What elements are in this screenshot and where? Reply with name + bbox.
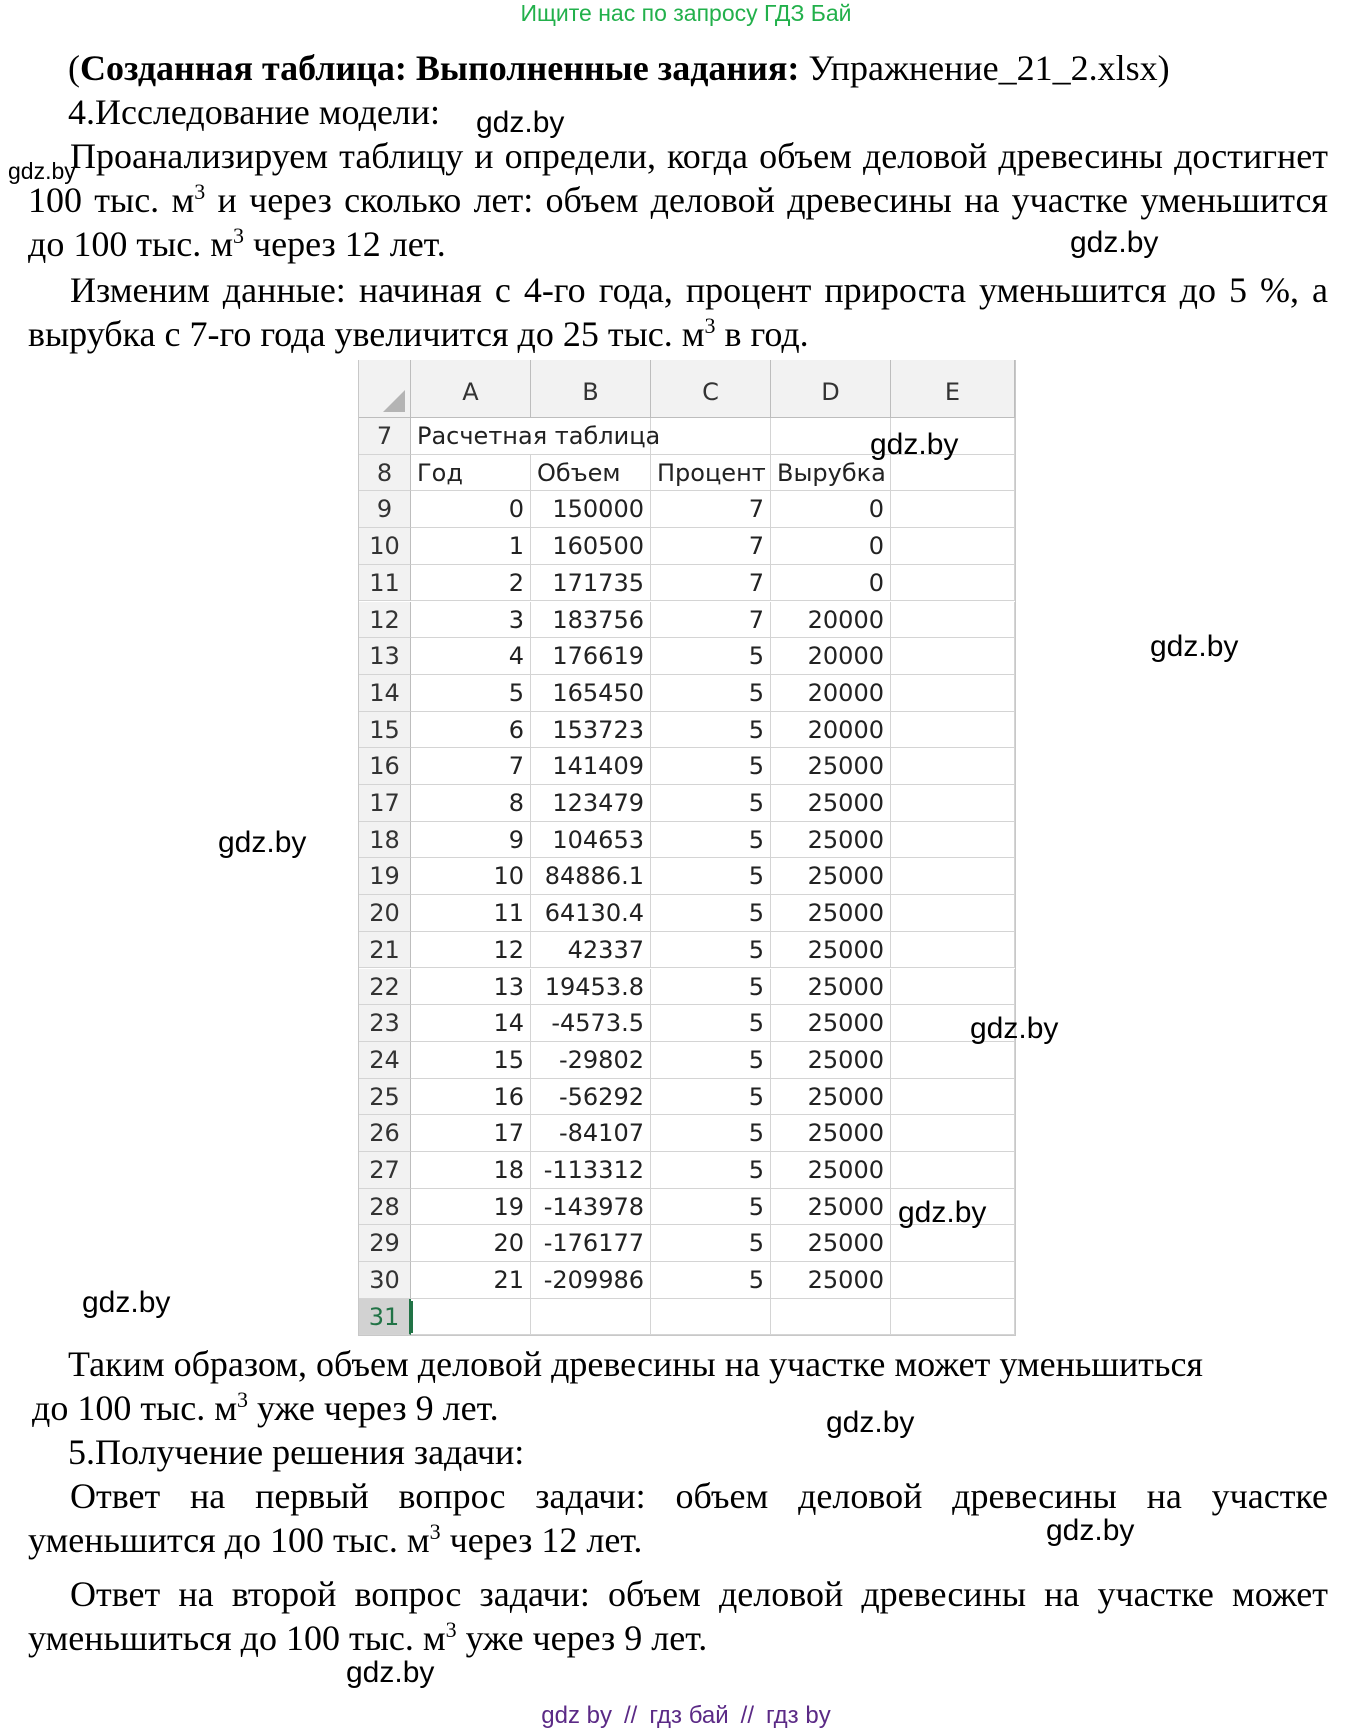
cell-volume[interactable]: 165450 xyxy=(531,675,651,712)
cell-volume[interactable]: 19453.8 xyxy=(531,969,651,1006)
cell-empty[interactable] xyxy=(531,1299,651,1336)
row-header-20[interactable]: 20 xyxy=(359,895,411,932)
cell-empty[interactable] xyxy=(891,858,1015,895)
para1-part2: и через сколько лет: объем деловой древесины на участке уменьшится до 100 тыс. м xyxy=(28,180,1328,264)
cell-percent[interactable]: 5 xyxy=(651,822,771,859)
watermark: gdz.by xyxy=(898,1196,987,1229)
cell-cut[interactable]: 20000 xyxy=(771,638,891,675)
column-header-c[interactable]: C xyxy=(651,360,771,417)
cell-year[interactable]: 1 xyxy=(411,528,531,565)
corner-triangle-icon xyxy=(383,390,405,412)
cell-header-year[interactable]: Год xyxy=(411,455,531,492)
row-header-14[interactable]: 14 xyxy=(359,675,411,712)
cell-empty[interactable] xyxy=(891,1299,1015,1336)
cell-empty[interactable] xyxy=(891,932,1015,969)
header-line xyxy=(68,46,1170,90)
watermark: gdz.by xyxy=(346,1656,435,1689)
cell-cut[interactable]: 25000 xyxy=(771,969,891,1006)
para2-part1: Изменим данные: начиная с 4-го года, процент прироста уменьшится до 5 %, а вырубка с 7-го года увеличится до 25 тыс. м xyxy=(28,270,1328,354)
row-header-8[interactable]: 8 xyxy=(359,455,411,492)
cell-cut[interactable]: 25000 xyxy=(771,748,891,785)
cell-year[interactable]: 9 xyxy=(411,822,531,859)
watermark: gdz.by xyxy=(1070,226,1159,259)
cell-volume[interactable]: 183756 xyxy=(531,602,651,639)
cell-cut[interactable]: 25000 xyxy=(771,932,891,969)
cell-year[interactable]: 3 xyxy=(411,602,531,639)
cell-percent[interactable]: 7 xyxy=(651,528,771,565)
watermark: gdz.by xyxy=(826,1406,915,1439)
column-header-a[interactable]: A xyxy=(411,360,531,417)
cell-empty[interactable] xyxy=(891,528,1015,565)
para1-part1: Проанализируем таблицу и определи, когда объем деловой древесины достигнет 100 тыс. м xyxy=(28,136,1328,220)
cell-empty[interactable] xyxy=(651,418,771,455)
cell-empty[interactable] xyxy=(771,1299,891,1336)
cell-cut[interactable]: 25000 xyxy=(771,1005,891,1042)
cell-volume[interactable]: -209986 xyxy=(531,1262,651,1299)
cell-cut[interactable]: 20000 xyxy=(771,602,891,639)
cell-volume[interactable]: 123479 xyxy=(531,785,651,822)
footer-link-gdz-by[interactable]: gdz by xyxy=(541,1702,612,1729)
cell-volume[interactable]: 153723 xyxy=(531,712,651,749)
cell-year[interactable]: 4 xyxy=(411,638,531,675)
row-header-9[interactable]: 9 xyxy=(359,491,411,528)
watermark: gdz.by xyxy=(970,1012,1059,1045)
footer-separator: // xyxy=(740,1702,754,1729)
cell-year[interactable]: 21 xyxy=(411,1262,531,1299)
spreadsheet xyxy=(358,360,1016,1336)
cell-cut[interactable]: 25000 xyxy=(771,1042,891,1079)
cell-cut[interactable]: 25000 xyxy=(771,1225,891,1262)
cell-cut[interactable]: 25000 xyxy=(771,822,891,859)
cell-cut[interactable]: 25000 xyxy=(771,785,891,822)
para2-part2: в год. xyxy=(715,314,809,354)
row-header-22[interactable]: 22 xyxy=(359,969,411,1006)
cell-empty[interactable] xyxy=(891,748,1015,785)
cell-volume[interactable]: 160500 xyxy=(531,528,651,565)
cell-percent[interactable]: 5 xyxy=(651,969,771,1006)
row-header-23[interactable]: 23 xyxy=(359,1005,411,1042)
para3-sup: 3 xyxy=(237,1387,248,1412)
cell-volume[interactable]: 42337 xyxy=(531,932,651,969)
cell-year[interactable]: 17 xyxy=(411,1115,531,1152)
answer1-sup: 3 xyxy=(429,1519,441,1544)
cell-header-cut[interactable]: Вырубка xyxy=(771,455,891,492)
cell-percent[interactable]: 5 xyxy=(651,1189,771,1226)
cell-year[interactable]: 13 xyxy=(411,969,531,1006)
cell-header-percent[interactable]: Процент xyxy=(651,455,771,492)
row-header-15[interactable]: 15 xyxy=(359,712,411,749)
watermark: gdz.by xyxy=(82,1286,171,1319)
cell-cut[interactable]: 25000 xyxy=(771,858,891,895)
cell-percent[interactable]: 5 xyxy=(651,858,771,895)
cell-table-title[interactable]: Расчетная таблица xyxy=(411,418,651,455)
cell-volume[interactable]: 64130.4 xyxy=(531,895,651,932)
para1-part3: через 12 лет. xyxy=(244,224,446,264)
cell-cut[interactable]: 20000 xyxy=(771,712,891,749)
column-header-e[interactable]: E xyxy=(891,360,1015,417)
top-banner[interactable]: Ищите нас по запросу ГДЗ Бай xyxy=(520,0,852,26)
cell-empty[interactable] xyxy=(891,1079,1015,1116)
watermark: gdz.by xyxy=(8,158,76,184)
cell-year[interactable]: 11 xyxy=(411,895,531,932)
cell-volume[interactable]: -113312 xyxy=(531,1152,651,1189)
cell-cut[interactable]: 25000 xyxy=(771,1189,891,1226)
cell-year[interactable]: 8 xyxy=(411,785,531,822)
cell-percent[interactable]: 7 xyxy=(651,602,771,639)
cell-year[interactable]: 6 xyxy=(411,712,531,749)
cell-empty[interactable] xyxy=(891,565,1015,602)
cell-cut[interactable]: 25000 xyxy=(771,1262,891,1299)
cell-percent[interactable]: 5 xyxy=(651,1079,771,1116)
cell-volume[interactable]: 104653 xyxy=(531,822,651,859)
cell-empty[interactable] xyxy=(891,969,1015,1006)
cell-percent[interactable]: 5 xyxy=(651,1152,771,1189)
footer-link-gdz-bai[interactable]: гдз бай xyxy=(649,1702,729,1729)
cell-percent[interactable]: 5 xyxy=(651,785,771,822)
cell-volume[interactable]: -4573.5 xyxy=(531,1005,651,1042)
cell-percent[interactable]: 5 xyxy=(651,712,771,749)
watermark: gdz.by xyxy=(1150,630,1239,663)
cell-cut[interactable]: 0 xyxy=(771,565,891,602)
cell-percent[interactable]: 5 xyxy=(651,1042,771,1079)
cell-empty[interactable] xyxy=(891,638,1015,675)
header-filename: Упражнение_21_2.xlsx) xyxy=(799,48,1170,88)
answer1-part1: Ответ на первый вопрос задачи: объем деловой древесины на участке уменьшится до 100 тыс. м xyxy=(28,1476,1328,1560)
column-header-b[interactable]: B xyxy=(531,360,651,417)
active-cell[interactable] xyxy=(411,1299,531,1336)
row-header-24[interactable]: 24 xyxy=(359,1042,411,1079)
cell-empty[interactable] xyxy=(891,1262,1015,1299)
answer1-part2: через 12 лет. xyxy=(440,1520,643,1560)
cell-volume[interactable]: -29802 xyxy=(531,1042,651,1079)
row-header-16[interactable]: 16 xyxy=(359,748,411,785)
cell-volume[interactable]: 150000 xyxy=(531,491,651,528)
cell-volume[interactable]: 171735 xyxy=(531,565,651,602)
para2-sup: 3 xyxy=(704,313,716,338)
row-header-19[interactable]: 19 xyxy=(359,858,411,895)
cell-empty[interactable] xyxy=(891,602,1015,639)
para3-part3: уже через 9 лет. xyxy=(248,1388,499,1428)
watermark: gdz.by xyxy=(476,106,565,139)
row-header-26[interactable]: 26 xyxy=(359,1115,411,1152)
cell-cut[interactable]: 0 xyxy=(771,491,891,528)
para3-part2: до 100 тыс. м xyxy=(32,1388,237,1428)
cell-empty[interactable] xyxy=(891,785,1015,822)
cell-empty[interactable] xyxy=(891,1225,1015,1262)
row-header-31[interactable]: 31 xyxy=(359,1299,411,1336)
cell-cut[interactable]: 25000 xyxy=(771,1079,891,1116)
column-header-d[interactable]: D xyxy=(771,360,891,417)
cell-year[interactable]: 18 xyxy=(411,1152,531,1189)
active-cell-indicator xyxy=(411,1301,413,1334)
row-header-17[interactable]: 17 xyxy=(359,785,411,822)
cell-percent[interactable]: 5 xyxy=(651,1005,771,1042)
row-header-11[interactable]: 11 xyxy=(359,565,411,602)
section5-title: 5.Получение решения задачи: xyxy=(68,1432,525,1472)
cell-year[interactable]: 10 xyxy=(411,858,531,895)
row-header-30[interactable]: 30 xyxy=(359,1262,411,1299)
watermark: gdz.by xyxy=(218,826,307,859)
cell-empty[interactable] xyxy=(891,1152,1015,1189)
cell-empty[interactable] xyxy=(891,1115,1015,1152)
cell-cut[interactable]: 25000 xyxy=(771,1152,891,1189)
select-all-corner[interactable] xyxy=(359,360,411,417)
cell-percent[interactable]: 5 xyxy=(651,748,771,785)
cell-percent[interactable]: 5 xyxy=(651,638,771,675)
header-open-paren: ( xyxy=(68,48,80,88)
row-header-29[interactable]: 29 xyxy=(359,1225,411,1262)
footer-link-gdz-by-alt[interactable]: гдз by xyxy=(766,1702,831,1729)
row-header-28[interactable]: 28 xyxy=(359,1189,411,1226)
section4-title: 4.Исследование модели: xyxy=(68,92,441,132)
row-header-25[interactable]: 25 xyxy=(359,1079,411,1116)
cell-year[interactable]: 19 xyxy=(411,1189,531,1226)
cell-percent[interactable]: 5 xyxy=(651,1262,771,1299)
cell-year[interactable]: 2 xyxy=(411,565,531,602)
cell-volume[interactable]: 176619 xyxy=(531,638,651,675)
cell-header-volume[interactable]: Объем xyxy=(531,455,651,492)
cell-volume[interactable]: -176177 xyxy=(531,1225,651,1262)
row-header-7[interactable]: 7 xyxy=(359,418,411,455)
cell-empty[interactable] xyxy=(651,1299,771,1336)
cell-cut[interactable]: 25000 xyxy=(771,1115,891,1152)
cell-empty[interactable] xyxy=(891,822,1015,859)
footer-separator: // xyxy=(624,1702,638,1729)
row-header-21[interactable]: 21 xyxy=(359,932,411,969)
footer-links xyxy=(0,1702,1372,1730)
cell-cut[interactable]: 20000 xyxy=(771,675,891,712)
row-header-12[interactable]: 12 xyxy=(359,602,411,639)
cell-percent[interactable]: 5 xyxy=(651,675,771,712)
conclusion-line1: Таким образом, объем деловой древесины на участке может уменьшиться xyxy=(68,1344,1203,1384)
watermark: gdz.by xyxy=(870,428,959,461)
row-header-27[interactable]: 27 xyxy=(359,1152,411,1189)
answer2-sup: 3 xyxy=(445,1617,457,1642)
cell-year[interactable]: 14 xyxy=(411,1005,531,1042)
cell-year[interactable]: 12 xyxy=(411,932,531,969)
cell-cut[interactable]: 25000 xyxy=(771,895,891,932)
cell-percent[interactable]: 7 xyxy=(651,491,771,528)
para1-sup2: 3 xyxy=(233,223,244,248)
cell-percent[interactable]: 5 xyxy=(651,1115,771,1152)
cell-percent[interactable]: 5 xyxy=(651,932,771,969)
cell-empty[interactable] xyxy=(891,1042,1015,1079)
row-header-18[interactable]: 18 xyxy=(359,822,411,859)
paragraph-change-data xyxy=(28,268,1328,356)
cell-year[interactable]: 16 xyxy=(411,1079,531,1116)
cell-volume[interactable]: -143978 xyxy=(531,1189,651,1226)
cell-percent[interactable]: 7 xyxy=(651,565,771,602)
cell-year[interactable]: 7 xyxy=(411,748,531,785)
watermark: gdz.by xyxy=(1046,1514,1135,1547)
cell-empty[interactable] xyxy=(891,491,1015,528)
cell-empty[interactable] xyxy=(891,675,1015,712)
header-bold: Созданная таблица: Выполненные задания: xyxy=(80,48,800,88)
cell-percent[interactable]: 5 xyxy=(651,895,771,932)
cell-percent[interactable]: 5 xyxy=(651,1225,771,1262)
answer2-part1: Ответ на второй вопрос задачи: объем деловой древесины на участке может уменьшиться до 100 тыс. м xyxy=(28,1574,1328,1658)
row-header-10[interactable]: 10 xyxy=(359,528,411,565)
cell-year[interactable]: 0 xyxy=(411,491,531,528)
column-header-bar xyxy=(359,360,1015,418)
para1-sup1: 3 xyxy=(194,179,206,204)
cell-year[interactable]: 5 xyxy=(411,675,531,712)
cell-year[interactable]: 15 xyxy=(411,1042,531,1079)
conclusion-line2 xyxy=(32,1386,499,1430)
cell-empty[interactable] xyxy=(891,712,1015,749)
cell-volume[interactable]: -56292 xyxy=(531,1079,651,1116)
answer-2 xyxy=(28,1572,1328,1660)
cell-volume[interactable]: 84886.1 xyxy=(531,858,651,895)
cell-cut[interactable]: 0 xyxy=(771,528,891,565)
cell-empty[interactable] xyxy=(891,895,1015,932)
cell-year[interactable]: 20 xyxy=(411,1225,531,1262)
row-header-13[interactable]: 13 xyxy=(359,638,411,675)
cell-volume[interactable]: 141409 xyxy=(531,748,651,785)
answer2-part2: уже через 9 лет. xyxy=(456,1618,708,1658)
cell-volume[interactable]: -84107 xyxy=(531,1115,651,1152)
